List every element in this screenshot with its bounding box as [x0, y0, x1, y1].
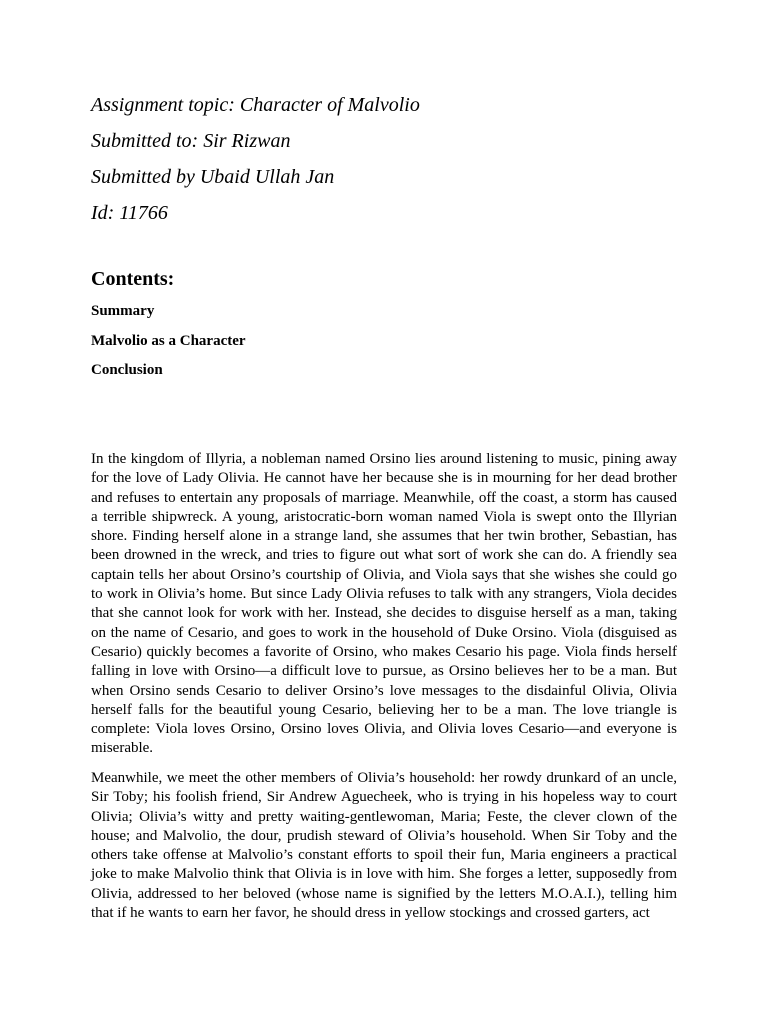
student-id: Id: 11766: [91, 202, 168, 224]
summary-paragraph-2: Meanwhile, we meet the other members of Olivia’s household: her rowdy drunkard of an uncle, Sir Toby; his foolish friend, Sir Andrew Aguecheek, who is trying in his hopeless way to court Olivia; Olivia’s witty and pretty waiting-gentlewoman, Maria; Feste, the clever clown of the house; and Malvolio, the dour, prudish steward of Olivia’s household. When Sir Toby and the others take offense at Malvolio’s constant efforts to spoil their fun, Maria engineers a practical joke to make Malvolio think that Olivia is in love with him. She forges a letter, supposedly from Olivia, addressed to her beloved (whose name is signified by the letters M.O.A.I.), telling him that if he wants to earn her favor, he should dress in yellow stockings and crossed garters, act: [91, 770, 677, 922]
submitted-by: Submitted by Ubaid Ullah Jan: [91, 166, 335, 188]
submitted-to: Submitted to: Sir Rizwan: [91, 130, 291, 152]
contents-heading: Contents:: [91, 268, 175, 290]
contents-item-summary: Summary: [91, 303, 155, 319]
summary-paragraph-1: In the kingdom of Illyria, a nobleman named Orsino lies around listening to music, pining away for the love of Lady Olivia. He cannot have her because she is in mourning for her dead brother and refuses to entertain any proposals of marriage. Meanwhile, off the coast, a storm has caused a terrible shipwreck. A young, aristocratic-born woman named Viola is swept onto the Illyrian shore. Finding herself alone in a strange land, she assumes that her twin brother, Sebastian, has been drowned in the wreck, and tries to figure out what sort of work she can do. A friendly sea captain tells her about Orsino’s courtship of Olivia, and Viola says that she wishes she could go to work in Olivia’s home. But since Lady Olivia refuses to talk with any strangers, Viola decides that she cannot look for work with her. Instead, she decides to disguise herself as a man, taking on the name of Cesario, and goes to work in the household of Duke Orsino. Viola (disguised as Cesario) quickly becomes a favorite of Orsino, who makes Cesario his page. Viola finds herself falling in love with Orsino—a difficult love to pursue, as Orsino believes her to be a man. But when Orsino sends Cesario to deliver Orsino’s love messages to the disdainful Olivia, Olivia herself falls for the beautiful young Cesario, believing her to be a man. The love triangle is complete: Viola loves Orsino, Orsino loves Olivia, and Olivia loves Cesario—and everyone is miserable.: [91, 451, 677, 757]
contents-item-conclusion: Conclusion: [91, 362, 163, 378]
assignment-topic: Assignment topic: Character of Malvolio: [91, 94, 420, 116]
contents-item-malvolio-character: Malvolio as a Character: [91, 333, 246, 349]
